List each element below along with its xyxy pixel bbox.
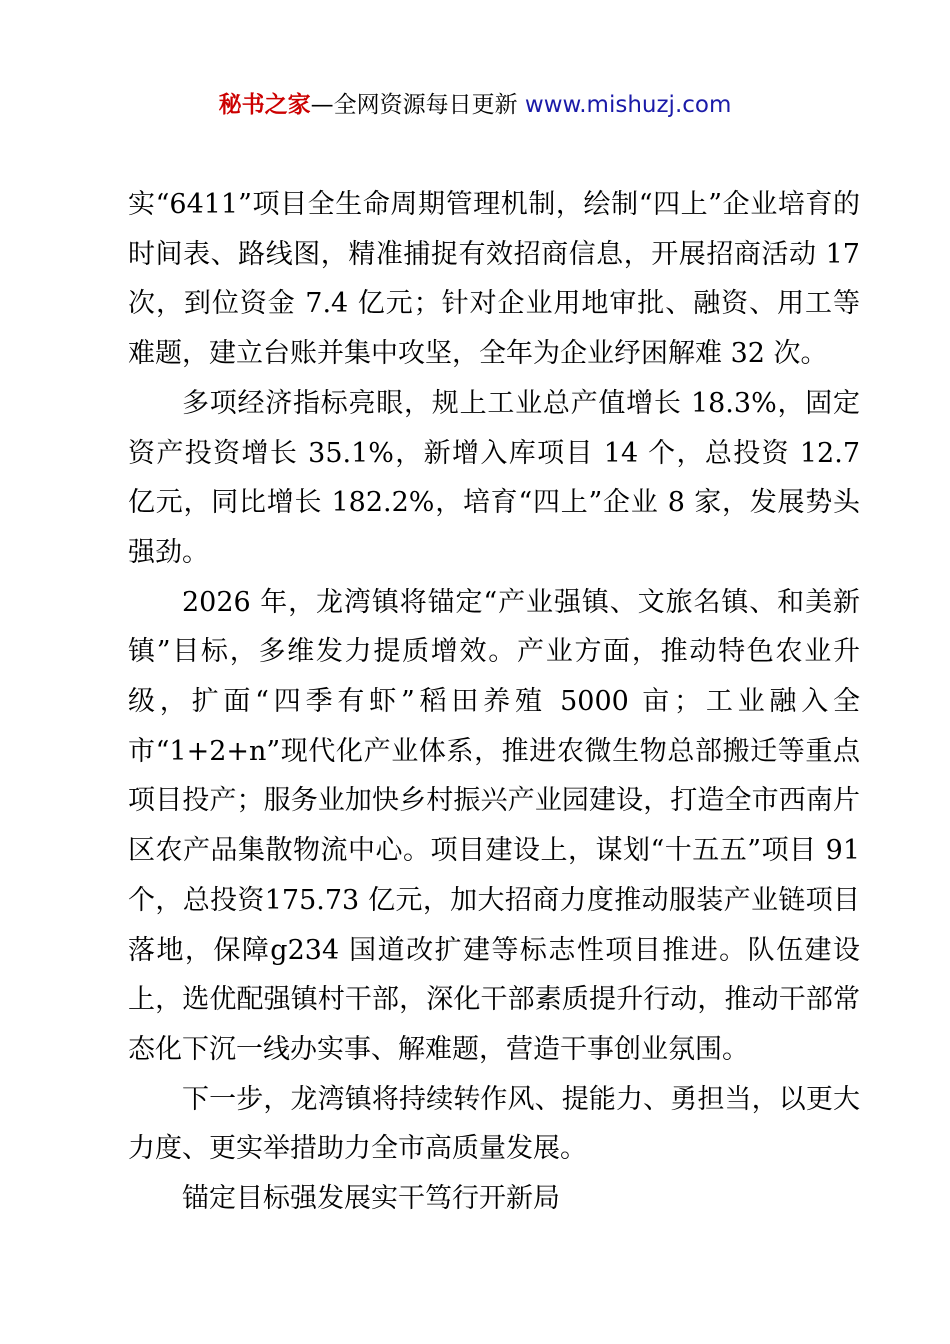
paragraph-continued: 实“6411”项目全生命周期管理机制，绘制“四上”企业培育的时间表、路线图，精准捕捉有效招商信息，开展招商活动 17 次，到位资金 7.4 亿元；针对企业用地审批、融资、用工等难题，建立台账并集中攻坚，全年为企业纾困解难 32 次。 <box>128 189 860 370</box>
brand-name: 秘书之家 <box>218 92 311 118</box>
header-tagline: —全网资源每日更新 <box>310 92 518 118</box>
paragraph-economic-indicators: 多项经济指标亮眼，规上工业总产值增长 18.3%，固定资产投资增长 35.1%，新增入库项目 14 个，总投资 12.7 亿元，同比增长 182.2%，培育“四上”企业 8 家，发展势头强劲。 <box>128 387 860 568</box>
page-header <box>0 88 950 122</box>
paragraph-next-step: 下一步，龙湾镇将持续转作风、提能力、勇担当，以更大力度、更实举措助力全市高质量发展。 <box>128 1083 860 1165</box>
site-url-link[interactable]: www.mishuzj.com <box>517 92 732 118</box>
section-title: 锚定目标强发展实干笃行开新局 <box>182 1183 560 1215</box>
document-body <box>128 180 860 1224</box>
paragraph-2026-plan: 2026 年，龙湾镇将锚定“产业强镇、文旅名镇、和美新镇”目标，多维发力提质增效。产业方面，推动特色农业升级，扩面“四季有虾”稻田养殖 5000 亩；工业融入全市“1+2+n”现代化产业体系，推进农微生物总部搬迁等重点项目投产；服务业加快乡村振兴产业园建设，打造全市西南片区农产品集散物流中心。项目建设上，谋划“十五五”项目 91 个，总投资175.73 亿元，加大招商力度推动服装产业链项目落地，保障g234 国道改扩建等标志性项目推进。队伍建设上，选优配强镇村干部，深化干部素质提升行动，推动干部常态化下沉一线办实事、解难题，营造干事创业氛围。 <box>128 586 860 1065</box>
